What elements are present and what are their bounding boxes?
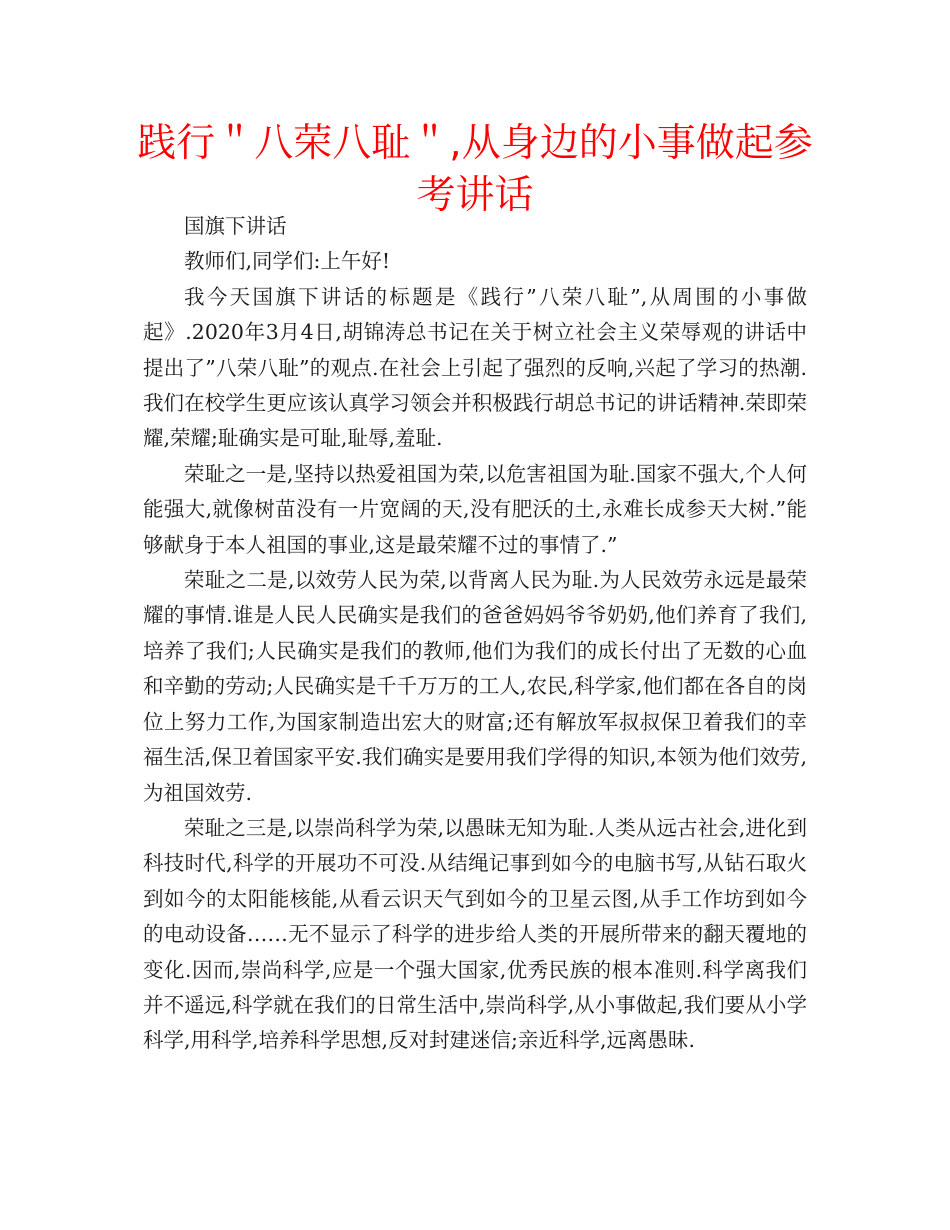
paragraph-honor-three: 荣耻之三是,以崇尚科学为荣,以愚昧无知为耻.人类从远古社会,进化到科技时代,科学的开展功不可没.从结绳记事到如今的电脑书写,从钻石取火到如今的太阳能核能,从看云识天气到如今的卫星云图,从手工作坊到如今的电动设备……无不显示了科学的进步给人类的开展所带来的翻天覆地的变化.因而,崇尚科学,应是一个强大国家,优秀民族的根本准则.科学离我们并不遥远,科学就在我们的日常生活中,崇尚科学,从小事做起,我们要从小学科学,用科学,培养科学思想,反对封建迷信;亲近科学,远离愚昧.	[143, 815, 807, 1053]
paragraph-honor-one: 荣耻之一是,坚持以热爱祖国为荣,以危害祖国为耻.国家不强大,个人何能强大,就像树苗没有一片宽阔的天,没有肥沃的土,永难长成参天大树.”能够献身于本人祖国的事业,这是最荣耀不过的事情了.”	[143, 461, 807, 557]
document-body	[143, 209, 807, 1059]
paragraph-intro: 我今天国旗下讲话的标题是《践行”八荣八耻”,从周围的小事做起》.2020年3月4日,胡锦涛总书记在关于树立社会主义荣辱观的讲话中提出了”八荣八耻”的观点.在社会上引起了强烈的反响,兴起了学习的热潮.我们在校学生更应该认真学习领会并积极践行胡总书记的讲话精神.荣即荣耀,荣耀;耻确实是可耻,耻辱,羞耻.	[143, 284, 807, 451]
paragraph-heading: 国旗下讲话	[184, 214, 287, 238]
paragraph-greeting: 教师们,同学们:上午好!	[184, 249, 391, 274]
paragraph-honor-two: 荣耻之二是,以效劳人民为荣,以背离人民为耻.为人民效劳永远是最荣耀的事情.谁是人民人民确实是我们的爸爸妈妈爷爷奶奶,他们养育了我们,培养了我们;人民确实是我们的教师,他们为我们的成长付出了无数的心血和辛勤的劳动;人民确实是千千万万的工人,农民,科学家,他们都在各自的岗位上努力工作,为国家制造出宏大的财富;还有解放军叔叔保卫着我们的幸福生活,保卫着国家平安.我们确实是要用我们学得的知识,本领为他们效劳,为祖国效劳.	[143, 568, 807, 805]
document-title: 践行＂八荣八耻＂,从身边的小事做起参考讲话	[137, 121, 813, 218]
